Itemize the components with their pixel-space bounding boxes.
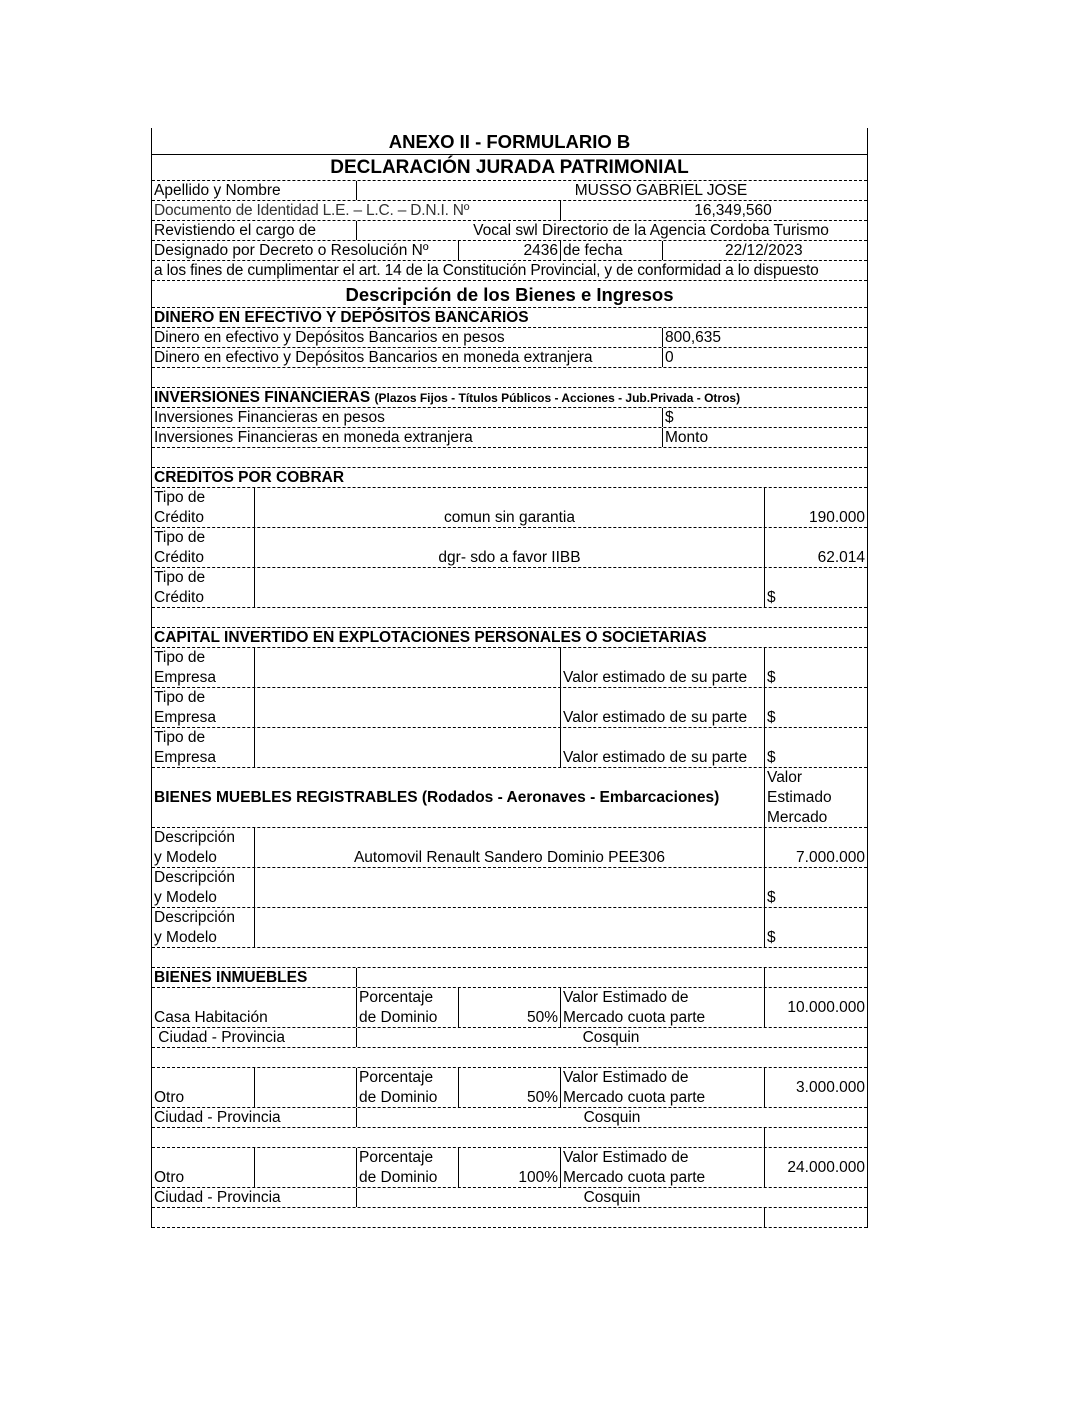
credito-row [152, 488, 867, 528]
inmueble-tipo: Otro [154, 1169, 185, 1186]
inmueble-ciudad-row [152, 1108, 867, 1128]
muebles-valor-3: Mercado [767, 809, 828, 826]
decreto-label: Designado por Decreto o Resolución Nº [154, 242, 429, 259]
muebles-heading: BIENES MUEBLES REGISTRABLES (Rodados - Aeronaves - Embarcaciones) [154, 789, 720, 806]
form-title: ANEXO II - FORMULARIO B [152, 128, 867, 155]
dinero-heading: DINERO EN EFECTIVO Y DEPÓSITOS BANCARIOS [154, 309, 529, 326]
cargo-value: Vocal swl Directorio de la Agencia Cordoba Turismo [356, 221, 867, 240]
doc-value: 16,349,560 [560, 201, 867, 220]
credito-value: $ [767, 589, 776, 606]
inmueble-ciudad-label: Ciudad - Provincia [154, 1029, 285, 1046]
inmueble-ciudad-row [152, 1028, 867, 1048]
mueble-label-2: y Modelo [154, 929, 217, 946]
inmueble-row [152, 988, 867, 1028]
inmueble-value: 24.000.000 [764, 1148, 867, 1187]
inmueble-pct: 50% [526, 1009, 558, 1026]
spacer-row [152, 448, 867, 468]
declaration-form [151, 128, 868, 1228]
inversiones-ext-row [152, 428, 867, 448]
mueble-value: $ [767, 929, 776, 946]
capital-label-2: Empresa [154, 669, 217, 686]
capital-label-1: Tipo de [154, 729, 206, 746]
inmueble-ciudad-label: Ciudad - Provincia [154, 1109, 281, 1126]
inmueble-valor-label-2: Mercado cuota parte [563, 1089, 706, 1106]
credito-label-2: Crédito [154, 549, 204, 566]
dinero-pesos-row [152, 328, 867, 348]
cargo-row [152, 221, 867, 241]
form-subtitle: DECLARACIÓN JURADA PATRIMONIAL [152, 155, 867, 181]
spacer-row [152, 1048, 867, 1068]
inmueble-pct-label-2: de Dominio [359, 1169, 438, 1186]
inmueble-pct-label-2: de Dominio [359, 1009, 438, 1026]
inmueble-pct-label-1: Porcentaje [359, 1149, 434, 1166]
fecha-value: 22/12/2023 [662, 241, 867, 260]
dinero-heading-row [152, 308, 867, 328]
capital-label-2: Empresa [154, 749, 217, 766]
capital-valor-label: Valor estimado de su parte [563, 749, 748, 766]
capital-valor-label: Valor estimado de su parte [563, 669, 748, 686]
inmueble-valor-label-2: Mercado cuota parte [563, 1009, 706, 1026]
capital-row [152, 648, 867, 688]
inmueble-ciudad-label: Ciudad - Provincia [154, 1189, 281, 1206]
fecha-label: de fecha [560, 241, 662, 260]
inmueble-row [152, 1068, 867, 1108]
spacer-row [152, 608, 867, 628]
name-row [152, 181, 867, 201]
inmueble-ciudad: Cosquin [356, 1188, 867, 1207]
credito-label-1: Tipo de [154, 569, 206, 586]
inversiones-pesos-row [152, 408, 867, 428]
inversiones-heading-note: (Plazos Fijos - Títulos Públicos - Acciones - Jub.Privada - Otros) [374, 391, 741, 405]
inmueble-valor-label-1: Valor Estimado de [563, 1069, 689, 1086]
mueble-value: 7.000.000 [796, 849, 865, 866]
inmueble-pct-label-1: Porcentaje [359, 989, 434, 1006]
inmueble-tipo: Casa Habitación [154, 1009, 268, 1026]
inmueble-ciudad: Cosquin [356, 1028, 867, 1047]
capital-value: $ [767, 749, 776, 766]
inversiones-pesos-label: Inversiones Financieras en pesos [154, 409, 385, 426]
mueble-desc: Automovil Renault Sandero Dominio PEE306 [353, 849, 666, 866]
mueble-value: $ [767, 889, 776, 906]
inversiones-pesos-value: $ [662, 408, 867, 427]
credito-desc: dgr- sdo a favor IIBB [438, 549, 581, 566]
inmueble-pct-label-1: Porcentaje [359, 1069, 434, 1086]
decreto-value: 2436 [458, 241, 560, 260]
inmuebles-heading-row [152, 968, 867, 988]
credito-label-2: Crédito [154, 509, 204, 526]
dinero-pesos-label: Dinero en efectivo y Depósitos Bancarios en pesos [154, 329, 505, 346]
credito-label-1: Tipo de [154, 529, 206, 546]
capital-value: $ [767, 669, 776, 686]
spacer-row [152, 1128, 867, 1148]
inmueble-pct-label-2: de Dominio [359, 1089, 438, 1106]
spacer-row [152, 948, 867, 968]
credito-value: 190.000 [808, 509, 865, 526]
credito-row [152, 568, 867, 608]
doc-label: Documento de Identidad L.E. – L.C. – D.N.I. Nº [154, 202, 470, 219]
inmueble-ciudad: Cosquin [356, 1108, 867, 1127]
mueble-label-2: y Modelo [154, 849, 217, 866]
capital-valor-label: Valor estimado de su parte [563, 709, 748, 726]
credito-label-1: Tipo de [154, 489, 206, 506]
spacer-row [152, 1208, 867, 1228]
capital-label-1: Tipo de [154, 689, 206, 706]
credito-desc: comun sin garantia [444, 509, 575, 526]
capital-label-1: Tipo de [154, 649, 206, 666]
inmueble-pct: 50% [526, 1089, 558, 1106]
capital-heading: CAPITAL INVERTIDO EN EXPLOTACIONES PERSONALES O SOCIETARIAS [154, 629, 707, 646]
inmueble-tipo: Otro [154, 1089, 185, 1106]
inversiones-ext-value: Monto [662, 428, 867, 447]
mueble-label-1: Descripción [154, 829, 235, 846]
mueble-label-2: y Modelo [154, 889, 217, 906]
legal-text: a los fines de cumplimentar el art. 14 de la Constitución Provincial, y de conformidad a lo dispuesto [154, 262, 819, 279]
dinero-ext-label: Dinero en efectivo y Depósitos Bancarios en moneda extranjera [154, 349, 593, 366]
decreto-row [152, 241, 867, 261]
creditos-heading: CREDITOS POR COBRAR [154, 469, 345, 486]
dinero-ext-value: 0 [662, 348, 867, 367]
muebles-valor-2: Estimado [767, 789, 832, 806]
inmueble-valor-label-2: Mercado cuota parte [563, 1169, 706, 1186]
mueble-label-1: Descripción [154, 869, 235, 886]
legal-row [152, 261, 867, 281]
inmueble-value: 10.000.000 [764, 988, 867, 1027]
credito-row [152, 528, 867, 568]
section-title: Descripción de los Bienes e Ingresos [152, 281, 867, 308]
capital-heading-row [152, 628, 867, 648]
capital-row [152, 688, 867, 728]
inversiones-ext-label: Inversiones Financieras en moneda extranjera [154, 429, 473, 446]
inmueble-valor-label-1: Valor Estimado de [563, 989, 689, 1006]
inmueble-value: 3.000.000 [764, 1068, 867, 1107]
inmueble-pct: 100% [518, 1169, 558, 1186]
cargo-label: Revistiendo el cargo de [154, 222, 316, 239]
inmueble-valor-label-1: Valor Estimado de [563, 1149, 689, 1166]
inversiones-heading: INVERSIONES FINANCIERAS [154, 389, 371, 406]
muebles-valor-1: Valor [767, 769, 803, 786]
mueble-row [152, 828, 867, 868]
dinero-pesos-value: 800,635 [662, 328, 867, 347]
credito-label-2: Crédito [154, 589, 204, 606]
mueble-label-1: Descripción [154, 909, 235, 926]
name-value: MUSSO GABRIEL JOSE [356, 181, 867, 200]
inversiones-heading-row [152, 388, 867, 408]
name-label: Apellido y Nombre [154, 182, 281, 199]
inmueble-ciudad-row [152, 1188, 867, 1208]
mueble-row [152, 868, 867, 908]
inmueble-row [152, 1148, 867, 1188]
inmuebles-heading: BIENES INMUEBLES [154, 969, 308, 986]
capital-value: $ [767, 709, 776, 726]
spacer-row [152, 368, 867, 388]
credito-value: 62.014 [817, 549, 865, 566]
doc-row [152, 201, 867, 221]
capital-row [152, 728, 867, 768]
muebles-heading-row [152, 768, 867, 828]
capital-label-2: Empresa [154, 709, 217, 726]
creditos-heading-row [152, 468, 867, 488]
dinero-ext-row [152, 348, 867, 368]
mueble-row [152, 908, 867, 948]
